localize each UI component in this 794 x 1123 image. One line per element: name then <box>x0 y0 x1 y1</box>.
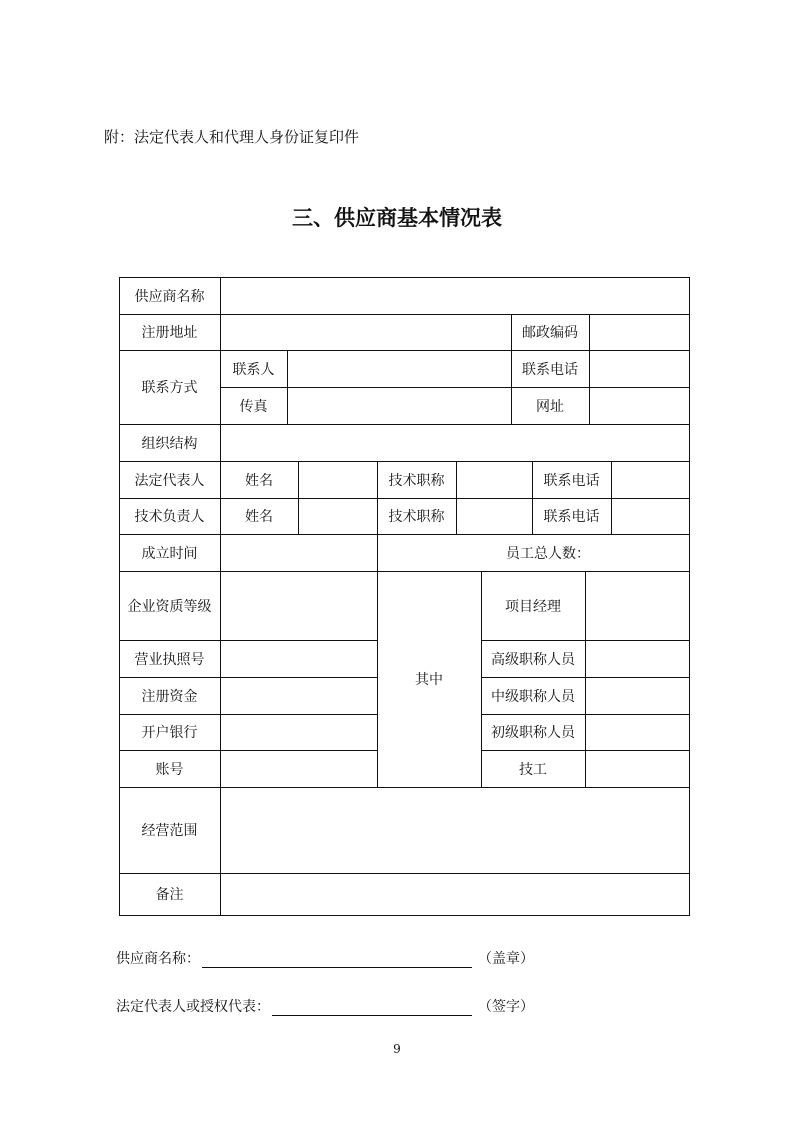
supplier-signature-line <box>116 948 534 968</box>
col-line <box>611 461 612 534</box>
label-tech-lead-phone: 联系电话 <box>543 509 600 525</box>
label-reg-capital: 注册资金 <box>141 688 198 705</box>
label-project-manager: 项目经理 <box>505 598 561 615</box>
col-line <box>456 461 457 534</box>
label-postal-code: 邮政编码 <box>522 325 578 341</box>
label-qualification: 企业资质等级 <box>127 598 212 615</box>
label-org-structure: 组织结构 <box>141 435 198 452</box>
col-line <box>589 314 590 424</box>
label-legal-rep-name: 姓名 <box>245 472 273 489</box>
label-website: 网址 <box>536 398 564 415</box>
label-legal-rep: 法定代表人 <box>134 472 205 489</box>
col-line <box>585 571 586 787</box>
label-legal-rep-phone: 联系电话 <box>543 472 600 489</box>
label-remarks: 备注 <box>155 887 184 903</box>
label-tech-lead: 技术负责人 <box>134 509 205 525</box>
rep-signature-label: 法定代表人或授权代表： <box>116 999 270 1015</box>
supplier-signature-suffix: （盖章） <box>478 951 534 967</box>
rep-signature-suffix: （签字） <box>478 999 534 1015</box>
supplier-signature-label: 供应商名称： <box>116 951 200 967</box>
supplier-name-blank[interactable] <box>202 953 472 968</box>
table-border-bottom <box>119 915 690 916</box>
label-contact-person: 联系人 <box>232 361 275 378</box>
page-number: 9 <box>393 1042 401 1056</box>
label-bank: 开户银行 <box>141 725 198 741</box>
label-contact-phone: 联系电话 <box>522 361 578 378</box>
label-reg-address: 注册地址 <box>141 325 198 341</box>
label-technicians: 技工 <box>519 761 547 778</box>
label-account: 账号 <box>155 761 184 778</box>
label-license-no: 营业执照号 <box>134 651 205 668</box>
label-tech-lead-title: 技术职称 <box>388 509 445 525</box>
label-supplier-name: 供应商名称 <box>134 288 205 305</box>
table-border-right <box>689 277 690 916</box>
label-among: 其中 <box>415 672 443 688</box>
label-established: 成立时间 <box>141 545 198 562</box>
page-title: 三、供应商基本情况表 <box>292 206 502 230</box>
rep-signature-line <box>116 996 534 1016</box>
label-total-staff: 员工总人数： <box>506 545 590 562</box>
rep-signature-blank[interactable] <box>272 1001 472 1016</box>
label-business-scope: 经营范围 <box>141 823 198 839</box>
col-line <box>298 461 299 534</box>
col-line <box>287 350 288 424</box>
label-legal-rep-title: 技术职称 <box>388 472 445 489</box>
row-line <box>220 387 690 388</box>
label-fax: 传真 <box>239 398 268 415</box>
label-junior-staff: 初级职称人员 <box>491 725 575 741</box>
appendix-note: 附：法定代表人和代理人身份证复印件 <box>104 128 360 146</box>
label-senior-staff: 高级职称人员 <box>491 651 575 668</box>
label-mid-staff: 中级职称人员 <box>491 688 575 705</box>
label-contact-method: 联系方式 <box>141 380 198 396</box>
label-tech-lead-name: 姓名 <box>245 509 273 525</box>
